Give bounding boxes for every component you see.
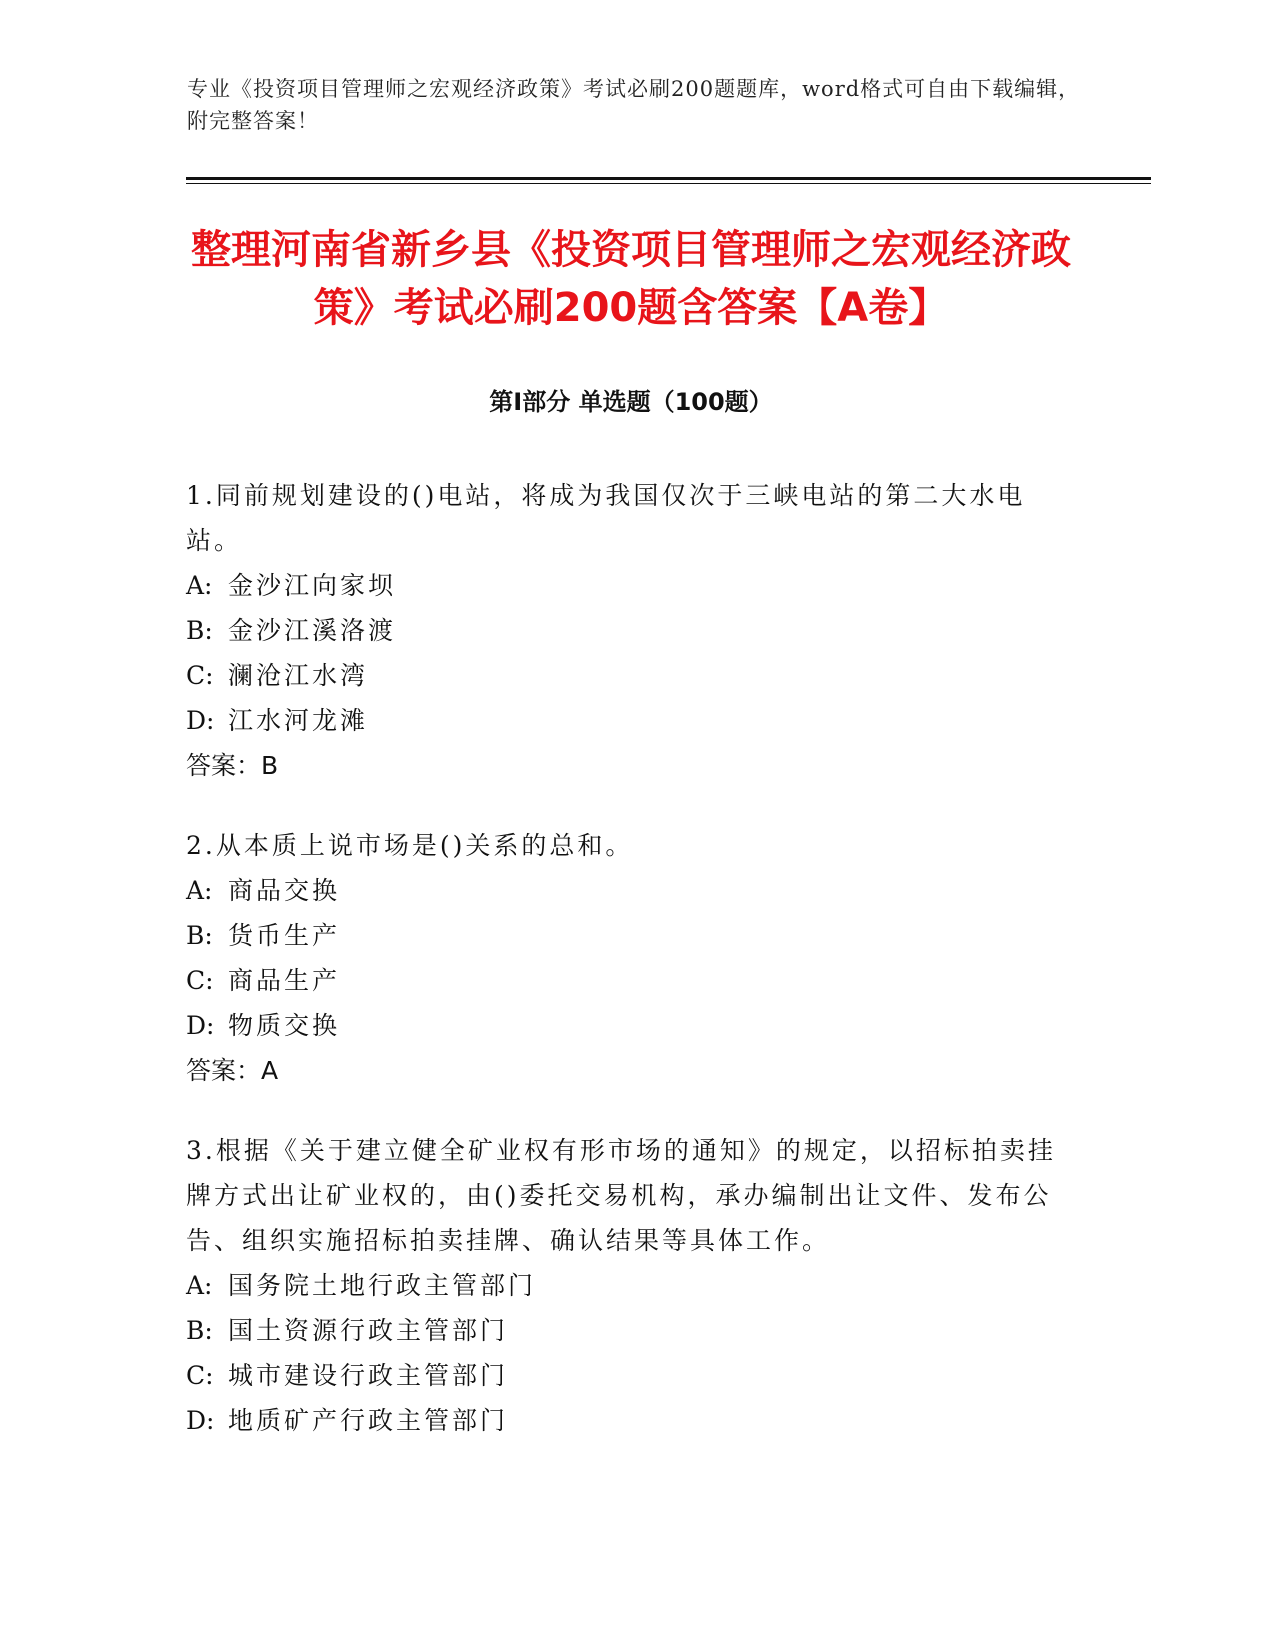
option-a [186, 563, 1066, 608]
question-1 [186, 473, 1066, 788]
option-c [186, 958, 1066, 1003]
option-text: 江水河龙滩 [228, 706, 369, 735]
question-2 [186, 823, 1066, 1093]
header-rule-thick [186, 177, 1151, 180]
option-c [186, 653, 1066, 698]
option-text: 商品交换 [228, 876, 341, 905]
option-a [186, 868, 1066, 913]
header-rule-thin [186, 183, 1151, 184]
option-a [186, 1263, 1066, 1308]
option-key: B: [186, 921, 213, 950]
document-title: 整理河南省新乡县《投资项目管理师之宏观经济政策》考试必刷200题含答案【A卷】 [191, 227, 1071, 331]
option-key: C: [186, 966, 214, 995]
option-d [186, 1398, 1066, 1443]
question-stem: 2.从本质上说市场是()关系的总和。 [186, 831, 634, 860]
question-list [186, 473, 1066, 1478]
option-text: 物质交换 [228, 1011, 341, 1040]
option-key: D: [186, 706, 215, 735]
answer: 答案：A [186, 1056, 279, 1085]
option-d [186, 698, 1066, 743]
question-stem: 1.同前规划建设的()电站，将成为我国仅次于三峡电站的第二大水电站。 [186, 481, 1026, 555]
option-key: D: [186, 1011, 215, 1040]
option-text: 商品生产 [228, 966, 341, 995]
option-b [186, 1308, 1066, 1353]
option-b [186, 608, 1066, 653]
header-note: 专业《投资项目管理师之宏观经济政策》考试必刷200题题库，word格式可自由下载编辑，附完整答案！ [187, 77, 1081, 133]
option-text: 国务院土地行政主管部门 [228, 1271, 537, 1300]
option-text: 金沙江向家坝 [228, 571, 397, 600]
option-key: A: [186, 571, 213, 600]
option-key: B: [186, 1316, 213, 1345]
question-stem: 3.根据《关于建立健全矿业权有形市场的通知》的规定，以招标拍卖挂牌方式出让矿业权的，由()委托交易机构，承办编制出让文件、发布公告、组织实施招标拍卖挂牌、确认结果等具体工作。 [186, 1136, 1056, 1255]
answer: 答案：B [186, 751, 279, 780]
option-text: 澜沧江水湾 [228, 661, 369, 690]
option-key: A: [186, 1271, 213, 1300]
option-key: C: [186, 1361, 214, 1390]
option-text: 城市建设行政主管部门 [228, 1361, 509, 1390]
option-c [186, 1353, 1066, 1398]
option-key: D: [186, 1406, 215, 1435]
option-b [186, 913, 1066, 958]
section-heading: 第Ⅰ部分 单选题（100题） [489, 388, 773, 416]
option-text: 金沙江溪洛渡 [228, 616, 397, 645]
question-3 [186, 1128, 1066, 1443]
option-key: C: [186, 661, 214, 690]
option-key: B: [186, 616, 213, 645]
option-key: A: [186, 876, 213, 905]
option-text: 国土资源行政主管部门 [228, 1316, 509, 1345]
option-text: 地质矿产行政主管部门 [228, 1406, 509, 1435]
option-text: 货币生产 [228, 921, 341, 950]
option-d [186, 1003, 1066, 1048]
